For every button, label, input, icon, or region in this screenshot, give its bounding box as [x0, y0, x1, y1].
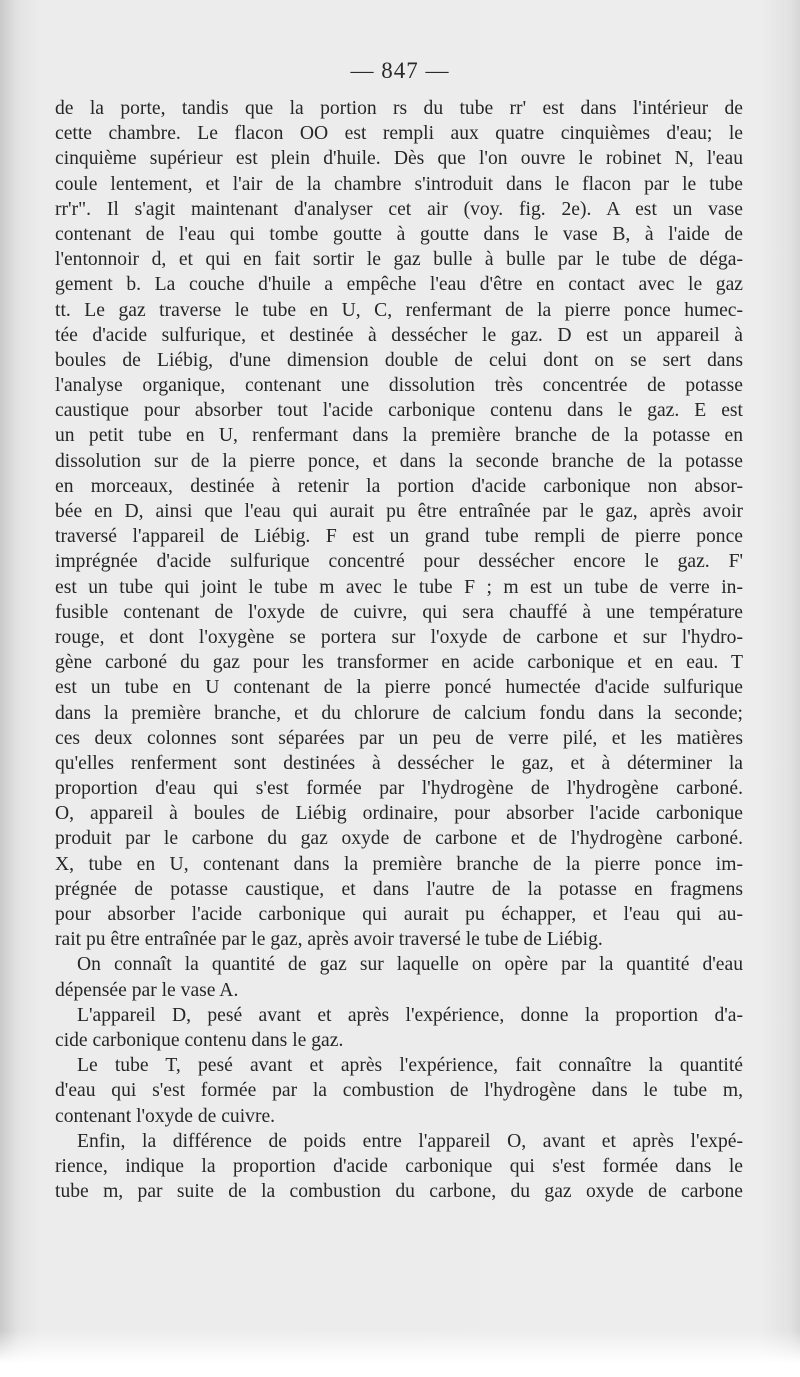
- text-line: prégnée de potasse caustique, et dans l'autre de la potasse en fragmens: [55, 878, 743, 900]
- text-line: de la porte, tandis que la portion rs du tube rr' est dans l'intérieur de: [55, 98, 743, 119]
- paragraph: [55, 952, 743, 1002]
- text-line: proportion d'eau qui s'est formée par l'hydrogène de l'hydrogène carboné.: [55, 778, 743, 800]
- text-line: L'appareil D, pesé avant et après l'expérience, donne la proportion d'a-: [77, 1004, 743, 1026]
- text-line: un petit tube en U, renfermant dans la première branche de la potasse en: [55, 425, 743, 447]
- text-line: rait pu être entraînée par le gaz, après avoir traversé le tube de Liébig.: [55, 929, 603, 951]
- text-line: rr'r". Il s'agit maintenant d'analyser cet air (voy. fig. 2e). A est un vase: [55, 198, 743, 220]
- text-line: fusible contenant de l'oxyde de cuivre, qui sera chauffé à une température: [55, 601, 743, 623]
- text-line: tée d'acide sulfurique, et destinée à dessécher le gaz. D est un appareil à: [55, 324, 743, 346]
- text-line: est un tube en U contenant de la pierre poncé humectée d'acide sulfurique: [55, 677, 743, 699]
- text-line: X, tube en U, contenant dans la première branche de la pierre ponce im-: [55, 853, 743, 875]
- text-line: tt. Le gaz traverse le tube en U, C, renfermant de la pierre ponce humec-: [55, 299, 743, 321]
- paragraph: [55, 96, 743, 952]
- text-line: cide carbonique contenu dans le gaz.: [55, 1029, 344, 1051]
- page-bottom-margin: [0, 1330, 800, 1377]
- text-line: On connaît la quantité de gaz sur laquelle on opère par la quantité d'eau: [77, 954, 743, 976]
- paragraph: [55, 1003, 743, 1053]
- text-line: dissolution sur de la pierre ponce, et dans la seconde branche de la potasse: [55, 450, 743, 472]
- text-line: traversé l'appareil de Liébig. F est un grand tube rempli de pierre ponce: [55, 526, 743, 548]
- text-line: rience, indique la proportion d'acide carbonique qui s'est formée dans le: [55, 1155, 743, 1177]
- text-line: dépensée par le vase A.: [55, 979, 239, 1001]
- text-line: qu'elles renferment sont destinées à dessécher le gaz, et à déterminer la: [55, 752, 743, 774]
- text-line: tube m, par suite de la combustion du carbone, du gaz oxyde de carbone: [55, 1181, 743, 1203]
- text-line: pour absorber l'acide carbonique qui aurait pu échapper, et l'eau qui au-: [55, 904, 743, 925]
- text-line: bée en D, ainsi que l'eau qui aurait pu être entraînée par le gaz, après avoir: [55, 501, 743, 522]
- text-line: gène carboné du gaz pour les transformer en acide carbonique et en eau. T: [55, 652, 743, 674]
- page-number: — 847 —: [350, 58, 450, 83]
- text-line: caustique pour absorber tout l'acide carbonique contenu dans le gaz. E est: [55, 400, 743, 422]
- text-line: O, appareil à boules de Liébig ordinaire, pour absorber l'acide carbonique: [55, 803, 743, 825]
- text-line: dans la première branche, et du chlorure de calcium fondu dans la seconde;: [55, 702, 743, 724]
- text-line: imprégnée d'acide sulfurique concentré pour dessécher encore le gaz. F': [55, 551, 743, 573]
- text-line: d'eau qui s'est formée par la combustion de l'hydrogène dans le tube m,: [55, 1080, 743, 1102]
- text-line: gement b. La couche d'huile a empêche l'eau d'être en contact avec le gaz: [55, 274, 743, 296]
- text-line: cette chambre. Le flacon OO est rempli aux quatre cinquièmes d'eau; le: [55, 123, 743, 145]
- paragraph: [55, 1053, 743, 1129]
- text-line: produit par le carbone du gaz oxyde de carbone et de l'hydrogène carboné.: [55, 828, 743, 850]
- text-line: Le tube T, pesé avant et après l'expérience, fait connaître la quantité: [77, 1055, 743, 1077]
- text-line: cinquième supérieur est plein d'huile. Dès que l'on ouvre le robinet N, l'eau: [55, 148, 743, 170]
- text-line: rouge, et dont l'oxygène se portera sur l'oxyde de carbone et sur l'hydro-: [55, 626, 743, 648]
- paragraph: [55, 1129, 743, 1205]
- body-text: [55, 96, 743, 1204]
- text-line: Enfin, la différence de poids entre l'appareil O, avant et après l'expé-: [77, 1130, 743, 1152]
- text-line: ces deux colonnes sont séparées par un peu de verre pilé, et les matières: [55, 727, 743, 749]
- text-line: en morceaux, destinée à retenir la portion d'acide carbonique non absor-: [55, 475, 743, 497]
- text-line: l'analyse organique, contenant une dissolution très concentrée de potasse: [55, 375, 743, 397]
- text-line: est un tube qui joint le tube m avec le tube F ; m est un tube de verre in-: [55, 576, 743, 598]
- text-line: coule lentement, et l'air de la chambre s'introduit dans le flacon par le tube: [55, 173, 743, 195]
- text-line: l'entonnoir d, et qui en fait sortir le gaz bulle à bulle par le tube de déga-: [55, 249, 743, 271]
- text-line: contenant l'oxyde de cuivre.: [55, 1105, 276, 1127]
- text-line: boules de Liébig, d'une dimension double de celui dont on se sert dans: [55, 349, 743, 371]
- text-line: contenant de l'eau qui tombe goutte à goutte dans le vase B, à l'aide de: [55, 223, 743, 245]
